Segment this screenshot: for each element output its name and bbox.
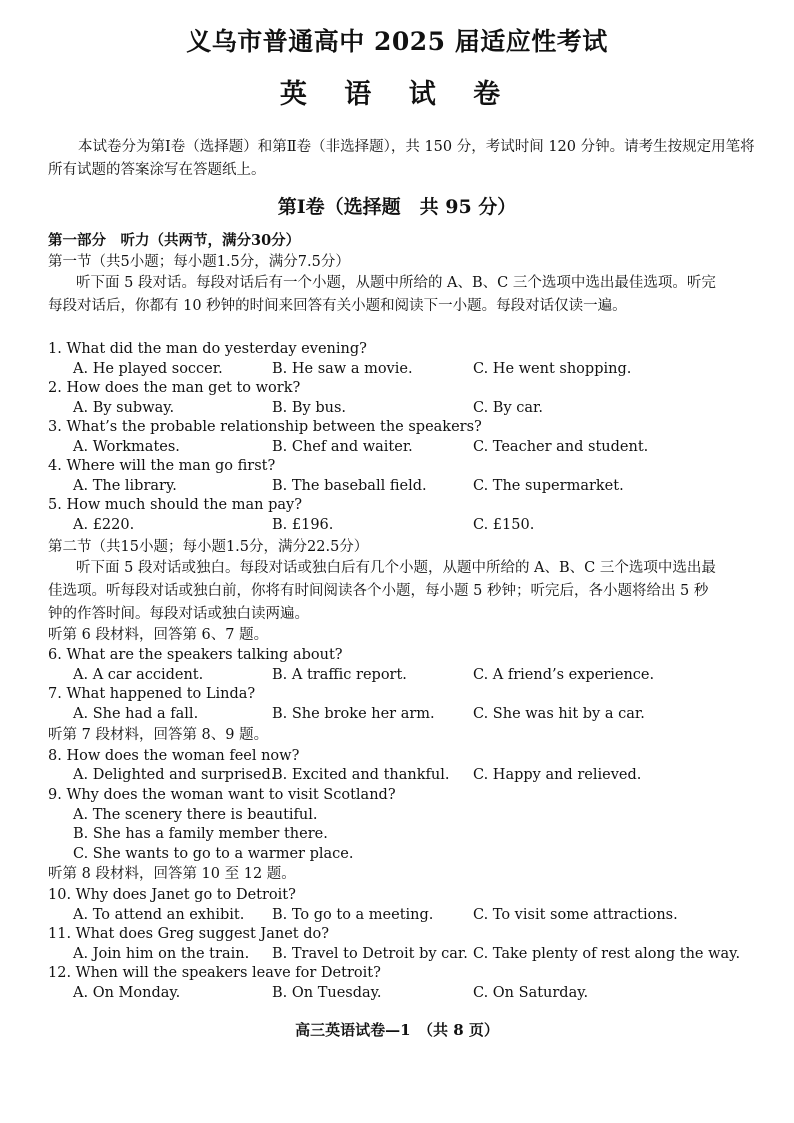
option-c: C. By car.: [473, 400, 543, 416]
option-b: B. To go to a meeting.: [272, 907, 434, 923]
question-stem: 12. When will the speakers leave for Detroit?: [48, 965, 381, 981]
option-b: B. A traffic report.: [272, 667, 407, 683]
option-b: B. Chef and waiter.: [272, 439, 413, 455]
material-note: 听第 7 段材料，回答第 8、9 题。: [48, 727, 269, 743]
material-note: 听第 8 段材料，回答第 10 至 12 题。: [48, 866, 296, 882]
question-stem: 9. Why does the woman want to visit Scotland?: [48, 787, 396, 803]
page-footer: 高三英语试卷—1 （共 8 页）: [295, 1021, 499, 1039]
option-a: A. By subway.: [73, 400, 175, 416]
option-b: B. Excited and thankful.: [272, 767, 450, 783]
option-c: C. She was hit by a car.: [473, 706, 645, 722]
option-a: A. Workmates.: [73, 439, 180, 455]
option-b: B. She broke her arm.: [272, 706, 435, 722]
option-b: B. Travel to Detroit by car.: [272, 946, 468, 962]
option-a: A. On Monday.: [73, 985, 181, 1001]
question-stem: 8. How does the woman feel now?: [48, 748, 300, 764]
volume-heading: 第Ⅰ卷（选择题 共 95 分）: [277, 196, 517, 218]
option-c: C. She wants to go to a warmer place.: [73, 846, 354, 862]
question-stem: 3. What’s the probable relationship between the speakers?: [48, 419, 482, 435]
question-stem: 5. How much should the man pay?: [48, 497, 302, 513]
question-stem: 11. What does Greg suggest Janet do?: [48, 926, 330, 942]
option-c: C. He went shopping.: [473, 361, 632, 377]
option-a: A. Delighted and surprised.: [73, 767, 276, 783]
option-c: C. £150.: [473, 517, 535, 533]
section2-heading: 第二节（共15小题；每小题1.5分，满分22.5分）: [48, 539, 369, 555]
option-c: C. Happy and relieved.: [473, 767, 642, 783]
option-a: A. £220.: [73, 517, 135, 533]
option-b: B. The baseball field.: [272, 478, 427, 494]
material-note: 听第 6 段材料，回答第 6、7 题。: [48, 627, 269, 643]
section1-heading: 第一节（共5小题；每小题1.5分，满分7.5分）: [48, 254, 350, 270]
question-stem: 6. What are the speakers talking about?: [48, 647, 343, 663]
option-a: A. The scenery there is beautiful.: [73, 807, 318, 823]
section2-instructions: 听下面 5 段对话或独白。每段对话或独白后有几个小题，从题中所给的 A、B、C 三个选项中选出最佳选项。听每段对话或独白前，你将有时间阅读各个小题，每小题 5 秒钟；听完后，各小题将给出 5 秒钟的作答时间。每段对话或独白读两遍。: [48, 560, 716, 622]
option-a: A. He played soccer.: [73, 361, 223, 377]
option-c: C. On Saturday.: [473, 985, 589, 1001]
question-stem: 1. What did the man do yesterday evening?: [48, 341, 367, 357]
option-b: B. £196.: [272, 517, 334, 533]
question-stem: 4. Where will the man go first?: [48, 458, 276, 474]
question-stem: 2. How does the man get to work?: [48, 380, 301, 396]
option-c: C. Take plenty of rest along the way.: [473, 946, 741, 962]
option-b: B. He saw a movie.: [272, 361, 413, 377]
option-b: B. By bus.: [272, 400, 347, 416]
question-stem: 10. Why does Janet go to Detroit?: [48, 887, 296, 903]
option-a: A. She had a fall.: [73, 706, 199, 722]
option-b: B. She has a family member there.: [73, 826, 328, 842]
section1-instructions: 听下面 5 段对话。每段对话后有一个小题，从题中所给的 A、B、C 三个选项中选出最佳选项。听完每段对话后，你都有 10 秒钟的时间来回答有关小题和阅读下一小题。每段对话仅读一遍。: [48, 275, 716, 314]
part1-heading: 第一部分 听力（共两节，满分30分）: [48, 232, 301, 249]
option-b: B. On Tuesday.: [272, 985, 382, 1001]
option-c: C. To visit some attractions.: [473, 907, 678, 923]
exam-intro: 本试卷分为第Ⅰ卷（选择题）和第Ⅱ卷（非选择题），共 150 分，考试时间 120 分钟。请考生按规定用笔将所有试题的答案涂写在答题纸上。: [48, 139, 755, 178]
exam-subtitle: 英 语 试 卷: [279, 79, 515, 110]
question-stem: 7. What happened to Linda?: [48, 686, 256, 702]
exam-title: 义乌市普通高中 2025 届适应性考试: [186, 27, 608, 56]
option-a: A. Join him on the train.: [73, 946, 250, 962]
option-c: C. A friend’s experience.: [473, 667, 655, 683]
option-c: C. The supermarket.: [473, 478, 624, 494]
option-a: A. To attend an exhibit.: [73, 907, 245, 923]
option-a: A. The library.: [73, 478, 177, 494]
option-a: A. A car accident.: [73, 667, 204, 683]
option-c: C. Teacher and student.: [473, 439, 649, 455]
